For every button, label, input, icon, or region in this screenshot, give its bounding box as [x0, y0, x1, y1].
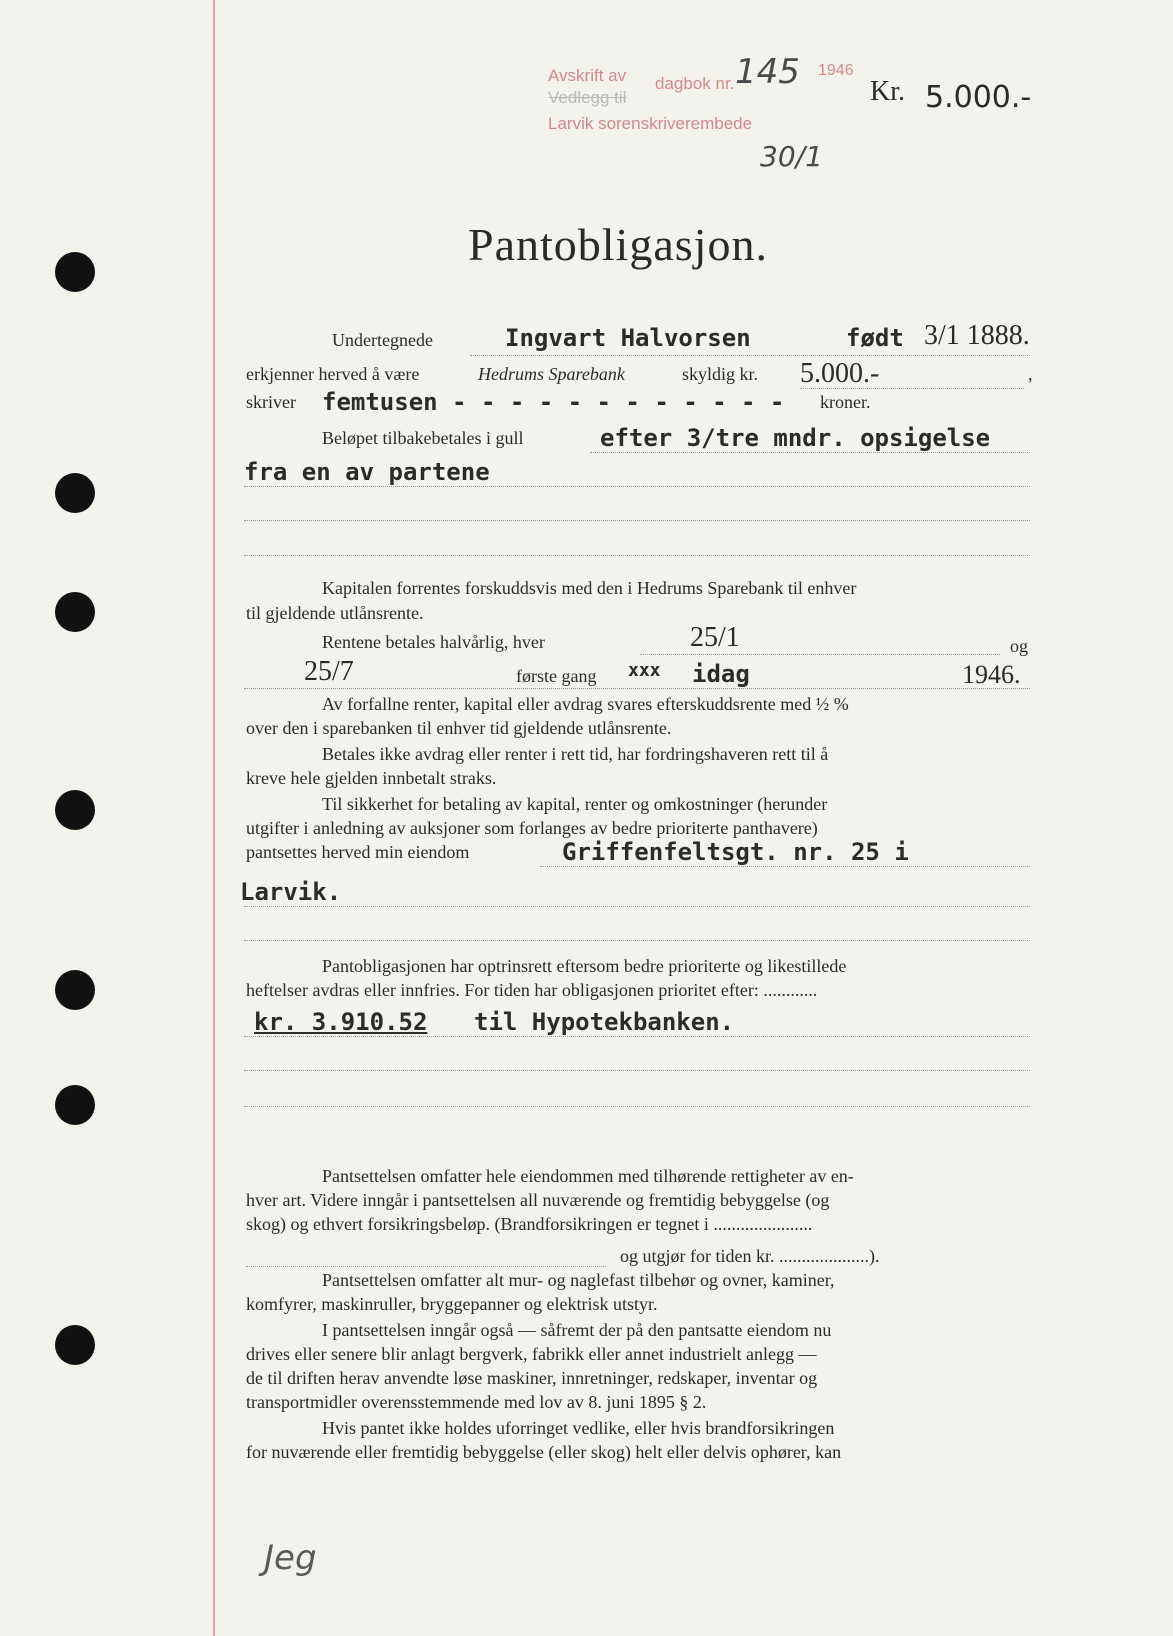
- priority-amount: kr. 3.910.52: [254, 1008, 428, 1036]
- text-omfatter-3: skog) og ethvert forsikringsbeløp. (Brandforsikringen er tegnet i ......................: [246, 1214, 813, 1234]
- text-omfatter-1: Pantsettelsen omfatter hele eiendommen med tilhørende rettigheter av en-: [322, 1166, 854, 1186]
- text-pantsettes: pantsettes herved min eiendom: [246, 842, 470, 862]
- label-skriver: skriver: [246, 392, 296, 412]
- text-hvis-2: for nuværende eller fremtidig bebyggelse (eller skog) helt eller delvis ophører, kan: [246, 1442, 842, 1462]
- priority-holder: til Hypotekbanken.: [474, 1008, 735, 1036]
- repayment-terms-2: fra en av partene: [244, 458, 490, 486]
- stamp-year: 1946: [818, 62, 854, 79]
- text-sikkerhet-1: Til sikkerhet for betaling av kapital, renter og omkostninger (herunder: [322, 794, 828, 814]
- punch-hole: [55, 1085, 95, 1125]
- punch-hole: [55, 790, 95, 830]
- year-typed: 1946.: [962, 660, 1021, 689]
- text-ogsa-1: I pantsettelsen inngår også — såfremt der på den pantsatte eiendom nu: [322, 1320, 832, 1340]
- fill-rule: [590, 452, 1030, 453]
- fill-rule: [246, 1266, 606, 1267]
- amount-words: femtusen - - - - - - - - - - - -: [322, 388, 785, 416]
- text-sikkerhet-2: utgifter i anledning av auksjoner som forlanges av bedre prioriterte panthavere): [246, 818, 818, 838]
- fill-rule: [244, 1070, 1030, 1071]
- text-ogsa-3: de til driften herav anvendte løse maskiner, innretninger, redskaper, inventar og: [246, 1368, 818, 1388]
- text-erkjenner: erkjenner herved å være: [246, 364, 420, 384]
- fill-rule: [244, 1036, 1030, 1037]
- text-og: og: [1010, 636, 1028, 656]
- label-fodt: født: [846, 324, 904, 352]
- text-skyldig: skyldig kr.: [682, 364, 759, 384]
- fill-rule: [540, 866, 1030, 867]
- stamp-office: Larvik sorenskriverembede: [548, 114, 753, 133]
- text-ogsa-2: drives eller senere blir anlagt bergverk, fabrikk eller annet industrielt anlegg —: [246, 1344, 817, 1364]
- fill-rule: [244, 688, 1030, 689]
- fill-rule: [244, 520, 1030, 521]
- text-betales-1: Betales ikke avdrag eller renter i rett tid, har fordringshaveren rett til å: [322, 744, 829, 764]
- label-kroner: kroner.: [820, 392, 871, 412]
- stamp-vedlegg: Vedlegg til: [548, 88, 627, 107]
- fill-rule: [244, 486, 1030, 487]
- property-1: Griffenfeltsgt. nr. 25 i: [562, 838, 909, 866]
- repayment-terms-1: efter 3/tre mndr. opsigelse: [600, 424, 991, 452]
- interest-date-1: 25/1: [690, 622, 740, 653]
- text-omfatter-4: og utgjør for tiden kr. ....................).: [620, 1246, 880, 1266]
- header-amount: 5.000.-: [925, 80, 1032, 115]
- text-omfatter-2: hver art. Videre inngår i pantsettelsen all nuværende og fremtidig bebyggelse (og: [246, 1190, 830, 1210]
- debtor-name: Ingvart Halvorsen: [505, 324, 751, 352]
- punch-hole: [55, 1325, 95, 1365]
- fill-rule: [470, 355, 1030, 356]
- handwritten-initials: Jeg: [264, 1538, 317, 1578]
- stamp-dagbok: dagbok nr.: [655, 74, 735, 93]
- amount-prefix: Kr.: [870, 76, 905, 107]
- punch-hole: [55, 970, 95, 1010]
- fill-rule: [640, 654, 1000, 655]
- text-forfallne-1: Av forfallne renter, kapital eller avdrag svares efterskuddsrente med ½ %: [322, 694, 849, 714]
- fill-rule: [244, 555, 1030, 556]
- fill-rule: [244, 906, 1030, 907]
- debt-amount: 5.000.-: [800, 358, 880, 389]
- label-undertegnede: Undertegnede: [332, 330, 433, 350]
- text-optrinsrett-1: Pantobligasjonen har optrinsrett eftersom bedre prioriterte og likestillede: [322, 956, 847, 976]
- punch-hole: [55, 592, 95, 632]
- text-hvis-1: Hvis pantet ikke holdes uforringet vedlike, eller hvis brandforsikringen: [322, 1418, 835, 1438]
- punch-hole: [55, 473, 95, 513]
- fill-rule: [800, 388, 1024, 389]
- fill-rule: [244, 1106, 1030, 1107]
- text-forfallne-2: over den i sparebanken til enhver tid gjeldende utlånsrente.: [246, 718, 672, 738]
- dagbok-number: 145: [735, 52, 800, 92]
- page-title: Pantobligasjon.: [468, 219, 768, 270]
- interest-date-2: 25/7: [304, 656, 354, 687]
- date-note: 30/1: [760, 140, 823, 173]
- property-2: Larvik.: [240, 878, 342, 906]
- birth-date: 3/1 1888.: [924, 320, 1030, 351]
- comma: ,: [1028, 364, 1033, 384]
- text-kapitalen-2: til gjeldende utlånsrente.: [246, 603, 424, 623]
- text-rentene: Rentene betales halvårlig, hver: [322, 632, 545, 652]
- text-optrinsrett-2: heftelser avdras eller innfries. For tiden har obligasjonen prioritet efter: ............: [246, 980, 818, 1000]
- fill-rule: [244, 940, 1030, 941]
- text-ogsa-4: transportmidler overensstemmende med lov av 8. juni 1895 § 2.: [246, 1392, 707, 1412]
- text-mur-1: Pantsettelsen omfatter alt mur- og naglefast tilbehør og ovner, kaminer,: [322, 1270, 835, 1290]
- first-payment: idag: [692, 660, 750, 688]
- text-betales-2: kreve hele gjelden innbetalt straks.: [246, 768, 497, 788]
- margin-line: [213, 0, 215, 1636]
- text-kapitalen-1: Kapitalen forrentes forskuddsvis med den i Hedrums Sparebank til enhver: [322, 578, 857, 598]
- stamp-avskrift: Avskrift av: [548, 66, 627, 85]
- text-mur-2: komfyrer, maskinruller, bryggepanner og elektrisk utstyr.: [246, 1294, 658, 1314]
- punch-hole: [55, 252, 95, 292]
- text-forste-gang: første gang: [516, 666, 597, 686]
- struck-text: xxx: [628, 660, 661, 681]
- bank-name: Hedrums Sparebank: [478, 364, 625, 384]
- text-belopet: Beløpet tilbakebetales i gull: [322, 428, 524, 448]
